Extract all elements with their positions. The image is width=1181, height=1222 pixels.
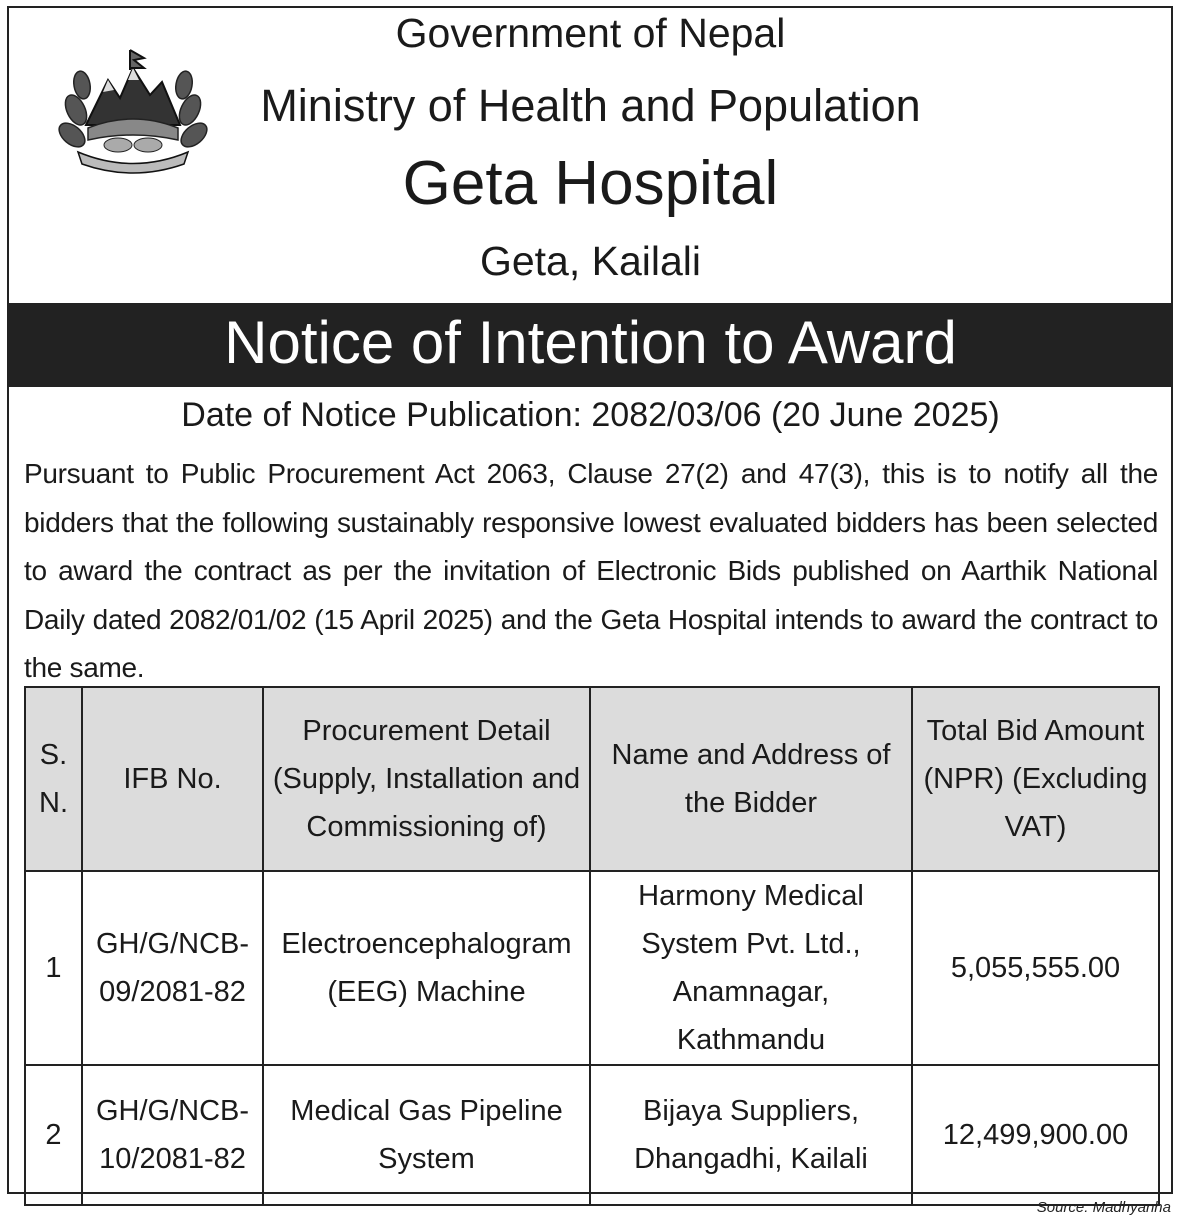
cell-detail: Electroencephalogram (EEG) Machine (263, 871, 590, 1065)
cell-sn: 1 (25, 871, 82, 1065)
table-row (25, 1065, 1159, 1205)
cell-amount: 12,499,900.00 (912, 1065, 1159, 1205)
ministry-title: Ministry of Health and Population (260, 80, 921, 131)
table-row (25, 871, 1159, 1065)
header-detail: Procurement Detail (Supply, Installation and Commissioning of) (263, 687, 590, 871)
notice-title: Notice of Intention to Award (9, 303, 1172, 387)
cell-sn: 2 (25, 1065, 82, 1205)
award-table (24, 686, 1160, 1206)
hospital-location: Geta, Kailali (479, 238, 702, 284)
cell-bidder: Bijaya Suppliers, Dhangadhi, Kailali (590, 1065, 912, 1205)
government-title: Government of Nepal (395, 10, 786, 56)
cell-ifb: GH/G/NCB-10/2081-82 (82, 1065, 263, 1205)
header-bidder: Name and Address of the Bidder (590, 687, 912, 871)
source-credit: Source: Madhyanha (1036, 1199, 1171, 1216)
cell-detail: Medical Gas Pipeline System (263, 1065, 590, 1205)
header-sn: S. N. (25, 687, 82, 871)
header-ifb: IFB No. (82, 687, 263, 871)
cell-ifb: GH/G/NCB-09/2081-82 (82, 871, 263, 1065)
hospital-name: Geta Hospital (402, 149, 779, 218)
table-header-row (25, 687, 1159, 871)
notice-body: Pursuant to Public Procurement Act 2063, Clause 27(2) and 47(3), this is to notify all the bidders that the following sustainably responsive lowest evaluated bidders has been selected to award the contract as per the invitation of Electronic Bids published on Aarthik National Daily dated 2082/01/02 (15 April 2025) and the Geta Hospital intends to award the contract to the same. (24, 458, 1158, 683)
publication-date: Date of Notice Publication: 2082/03/06 (20 June 2025) (181, 396, 1000, 434)
cell-bidder: Harmony Medical System Pvt. Ltd., Anamnagar, Kathmandu (590, 871, 912, 1065)
header-amount: Total Bid Amount (NPR) (Excluding VAT) (912, 687, 1159, 871)
cell-amount: 5,055,555.00 (912, 871, 1159, 1065)
